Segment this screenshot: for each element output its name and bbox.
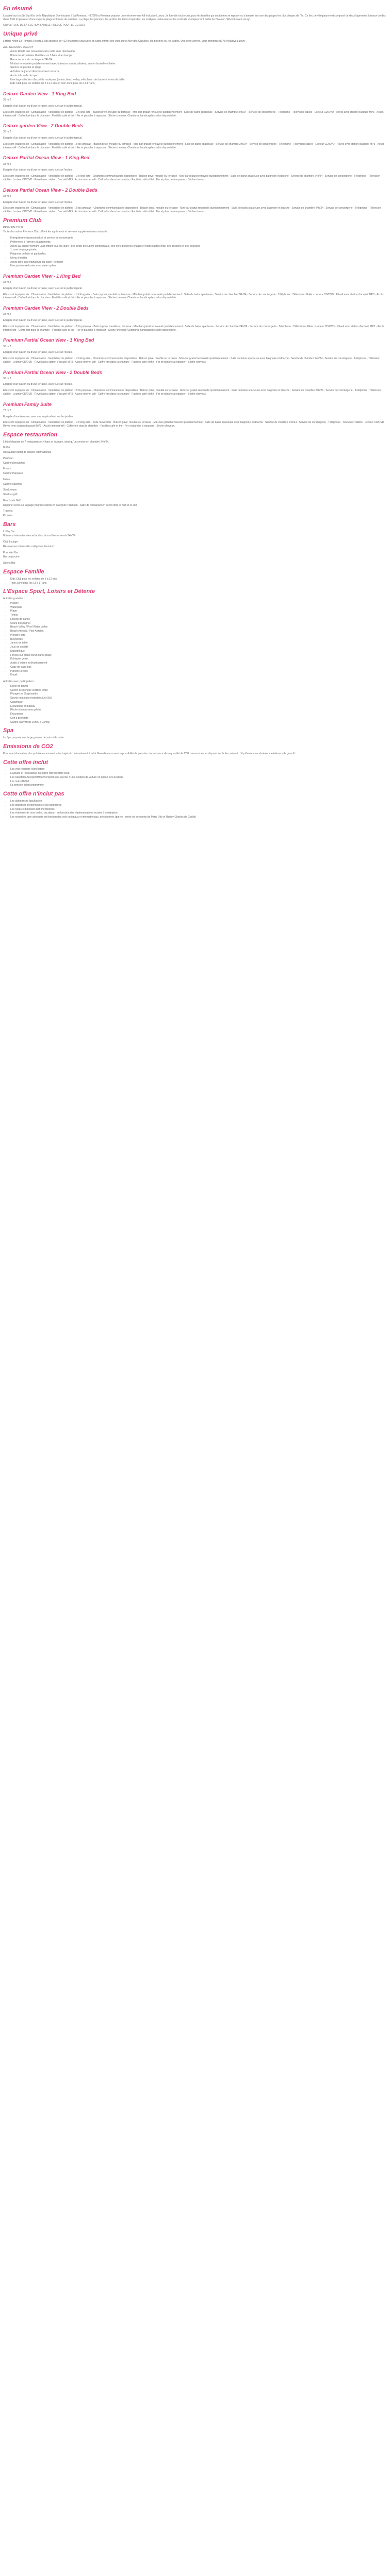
room-block [3,305,388,332]
inclus-title: Cette offre inclut [3,759,48,766]
free-activities-label: Activités gratuites : [3,597,25,601]
list-item: • Une large sélection d'activités nautiques (tennis, beachvolley, vélo, leçon de danse) / tennis de table [10,78,388,82]
restaurant-name: Peruvian [3,456,13,460]
room-description: Equipée d'une terrasse, avec vue surplombant sur les jardins. [3,415,74,418]
list-item: • Les transferts Aéroport/Hôtel/Aéroport seul si prise d'une location de voiture en option lors du devis [10,776,388,779]
room-title: Deluxe Partial Ocean View - 1 King Bed [3,155,90,161]
list-item: • Teen Zone pour les 13 à 17 ans [10,582,388,585]
restaurant-desc: Pizzeria [3,514,12,518]
room-block [3,187,388,214]
list-item: • Les assurances facultatives [10,800,388,803]
bar-name: Club Lounge [3,540,18,544]
room-size: 38 m 2 [3,162,11,166]
room-details: Elles sont équipées de : Climatisation · Ventilateur de plafond · 2 lits jumeaux · Balcon privé, meublé ou terrasse · Mini-bar gratuit renouvelé quotidiennement · Salle de bains spacieuse · Service de chambre 24h/24 · Service de conciergerie · Téléphone · Télévision câblée · Lecteur CD/DVD · Réveil avec station d'accueil MP3 · Accès internet wifi · Coffre-fort dans la chambre · Facilités café et thé · Fer et planche à repasser · Sèche-cheveux. Chambres handicapées selon disponibilité. [3,325,385,332]
list-item: • Une piscine exclusive avec swim up bar [10,264,388,268]
list-item: • Préférence à l'arrivée et agréments [10,241,388,244]
room-size: 38 m 2 [3,345,11,348]
list-item: • Plongée libre [10,634,388,637]
list-item: • Cours d'espagnol [10,622,388,625]
unique-section [3,30,388,86]
bar-desc: Réservé aux clients des catégories Premium [3,545,54,548]
spa-section [3,727,388,740]
list-item: • Beach Aerobic / Pool Aerobic [10,630,388,633]
room-size: 77 m 2 [3,409,11,412]
bar-entry [3,562,388,565]
room-size: 38 m 2 [3,313,11,316]
bar-name: Pool Wet Bar [3,551,19,554]
restaurant-desc: Cuisine italienne [3,482,22,486]
list-item: • Menu d'oreiller [10,257,388,260]
inclus-section [3,759,388,788]
premium-list [3,236,388,268]
room-description: Equipée d'un balcon ou d'une terrasse, avec vue sur l'océan. [3,383,73,386]
room-details: Elles sont équipées de : Climatisation · Ventilateur de plafond · 1 lit king-size · Balcon privé, meublé ou terrasse · Mini-bar gratuit renouvelé quotidiennement · Salle de bains spacieuse · Service de chambre 24h/24 · Service de conciergerie · Téléphone · Télévision câblée · Lecteur CD/DVD · Réveil avec station d'accueil MP3 · Accès internet wifi · Coffre-fort dans la chambre · Facilités café et thé · Fer et planche à repasser · Sèche-cheveux. Chambres handicapées selon disponibilité. [3,293,384,300]
unique-title: Unique privé [3,31,38,38]
list-item: • Beach Volley / Pool Water Volley [10,625,388,629]
co2-text: Pour une information plus précise concernant votre trajet et conformément à la loi Grenelle vous avez la possibilité de prendre connaissance de la quantité de CO2 consommée en cliquant sur le lien suivant : http://www.eco-calculateur.aviation-civile.gouv.fr/ [3,752,296,755]
list-item: • Excursions en bateau [10,705,388,708]
bar-name: Sports Bar [3,562,15,565]
list-item: • Centre de plongée certifiée PADI [10,689,388,692]
all-inclusive-heading: ALL-INCLUSIVE LUXURY [3,45,34,49]
list-item: • Accès à la salle de sport [10,74,388,78]
list-item: • 1 zone de plage privée [10,248,388,252]
room-block [3,273,388,300]
room-description: Equipée d'un balcon ou d'une terrasse, avec vue sur le jardin tropical. [3,105,83,108]
list-item: • Kids Club pour les enfants de 5 à 12 ans [10,578,388,581]
premium-section [3,217,388,268]
list-item: • Cage de base-ball [10,666,388,669]
list-item: • Boissons alcoolisées illimitées sur 3 bars et au lounge [10,54,388,58]
room-description: Equipée d'un balcon ou d'une terrasse, avec vue sur l'océan. [3,168,73,172]
room-details: Elles sont équipées de : Climatisation · Ventilateur de plafond · 1 lit king-size · Chambres communicantes disponibles · Balcon privé, meublé ou terrasse · Mini-bar gratuit renouvelé quotidiennement · Salle de bains spacieuse avec baignoire et douche · Service de chambre 24h/24 · Service de conciergerie · Téléphone · Télévision câblée · Lecteur CD/DVD · Réveil avec station d'accueil MP3 · Accès internet wifi · Coffre-fort dans la chambre · Facilités café et thé · Fer et planche à repasser · Sèche-cheveux. [3,175,380,181]
resume-paragraph: Localisé sur la côte Sud-Est de la République Dominicaine à La Romana, HILTON la Romana propose un environnement All Inclusive Luxury ; le formule tout inclus, pour les familles qui souhaitent se reposer ou s'amuser sur une des plages les plus vierges de l'île. Ce lieu de villégiature est composé de deux logements luxueux bordés d'une forêt tropicale et d'une superbe plage entourée de palmiers. La plage, les piscines, les jardins, les terres tropicales, les multiples restaurants et les cocktails exotiques font partie de l'évasion "All-Inclusive Luxury". [3,14,386,21]
exclus-section [3,790,388,819]
restaurant-name: Italian [3,478,10,481]
list-item: • Échiquier géant [10,657,388,661]
list-item: • Fitness sur grand écran sur la plage [10,654,388,657]
list-item: • Plongée en Scaphandre [10,692,388,696]
restaurant-desc: Steak et grill [3,493,18,497]
room-block [3,369,388,396]
resume-title: En résumé [3,6,32,12]
list-item: • Kayak [10,673,388,677]
rooms-group-2 [3,273,388,428]
list-item: • Planche à voile [10,670,388,673]
document-page [0,0,391,826]
restaurant-name: Trattoria [3,510,13,513]
restaurant-entry [3,446,388,454]
inclus-list [3,768,388,787]
room-details: Elles sont équipées de : Climatisation · Ventilateur de plafond · 2 lits jumeaux · Chambres communicantes disponibles · Balcon privé, meublé ou terrasse · Mini-bar gratuit renouvelé quotidiennement · Salle de bains spacieuse avec baignoire et douche · Service de chambre 24h/24 · Service de conciergerie · Téléphone · Télévision câblée · Lecteur CD/DVD · Réveil avec station d'accueil MP3 · Accès internet wifi · Coffre-fort dans la chambre · Facilités café et thé · Fer et planche à repasser · Sèche-cheveux. [3,389,381,396]
restaurant-name: Buffet [3,446,10,450]
restaurant-desc: Cuisine péruvienne [3,461,25,465]
room-description: Equipée d'un balcon ou d'une terrasse, avec vue sur le jardin tropical. [3,286,83,290]
premium-subtitle: PREMIUM CLUB [3,226,23,229]
list-item: • Les nuits d'hôtel [10,780,388,784]
room-details: Elles sont équipées de : Climatisation · Ventilateur de plafond · 1 lit king-size · Balcon privé, meublé ou terrasse · Mini-bar gratuit renouvelé quotidiennement · Salle de bains spacieuse · Service de chambre 24h/24 · Service de conciergerie · Téléphone · Télévision câblée · Lecteur CD/DVD · Réveil avec station d'accueil MP3 · Accès internet wifi · Coffre-fort dans la chambre · Facilités café et thé · Fer et planche à repasser · Sèche-cheveux. Chambres handicapées selon disponibilité. [3,110,384,117]
bar-desc: Bar de piscine [3,555,20,559]
restauration-intro: L'hôtel dispose de 7 restaurants et 4 bars et lounges, ainsi qu'un service en chambre 24h/24. [3,440,109,444]
premium-intro: Toutes les suites Premium Club offrent les agréments et services supplémentaires suivants : [3,230,109,234]
list-item: • Sports nautiques motorisés (Jet-Ski) [10,697,388,700]
restaurant-entry [3,499,388,507]
bar-entry [3,540,388,549]
room-title: Deluxe Garden View - 1 King Bed [3,91,76,97]
bar-name: Lobby Bar [3,530,15,533]
spa-text: Le Spa propose une large gamme de soins à la carte. [3,736,64,740]
restaurant-desc: Déjeuner servi sur la plage pour les clients en catégorie Premium · Salle de restaurant en accès libre le midi et le soir [3,503,137,507]
room-details: Elles sont équipées de : Climatisation · Ventilateur de plafond · 2 lits jumeaux · Chambres communicantes disponibles · Balcon privé, meublé ou terrasse · Mini-bar gratuit renouvelé quotidiennement · Salle de bains spacieuse avec baignoire et douche · Service de chambre 24h/24 · Service de conciergerie · Téléphone · Télévision câblée · Lecteur CD/DVD · Réveil avec station d'accueil MP3 · Accès internet wifi · Coffre-fort dans la chambre · Facilités café et thé · Fer et planche à repasser · Sèche-cheveux. [3,207,381,213]
list-item: • La pension selon programme [10,784,388,787]
co2-title: Emissions de CO2 [3,743,53,750]
list-item: • Peignoirs de bain et pantoufles [10,252,388,256]
restaurant-name: Steakhouse [3,488,17,492]
list-item: • Les dépenses personnelles et les pourboires [10,804,388,807]
restauration-section [3,431,388,518]
sport-section [3,588,388,724]
restauration-title: Espace restauration [3,431,58,438]
list-item: • Tennis [10,614,388,617]
room-description: Equipée d'un balcon ou d'une terrasse, avec vue sur le jardin tropical. [3,319,83,323]
premium-title: Premium Club [3,217,42,224]
room-title: Deluxe garden View - 2 Double Beds [3,123,84,129]
restaurant-entry [3,457,388,465]
restaurant-name: Beachside Grill [3,499,21,502]
list-item: • Enregistrement personnalisé et service de conciergerie [10,236,388,240]
restaurant-entry [3,478,388,486]
resume-section [3,5,388,27]
list-item: • L'accueil et l'assistance par notre représentant local [10,772,388,775]
list-item: • Audio à thème et divertissement [10,662,388,665]
exclus-list [3,800,388,819]
room-details: Elles sont équipées de : Climatisation · Ventilateur de plafond · 2 lits jumeaux · Balcon privé, meublé ou terrasse · Mini-bar gratuit renouvelé quotidiennement · Salle de bains spacieuse · Service de chambre 24h/24 · Service de conciergerie · Téléphone · Télévision câblée · Lecteur CD/DVD · Réveil avec station d'accueil MP3 · Accès internet wifi · Coffre-fort dans la chambre · Facilités café et thé · Fer et planche à repasser · Sèche-cheveux. Chambres handicapées selon disponibilité. [3,142,385,149]
list-item: • Accès libre aux ordinateurs du salon Premium [10,261,388,264]
list-item: • Plage [10,609,388,613]
room-block [3,91,388,117]
room-block [3,337,388,364]
list-item: • Service de piscine et plage [10,66,388,70]
famille-section [3,568,388,585]
list-item: • Activités de jour et divertissement nocturne [10,70,388,74]
resume-note: OUVERTURE DE LA SECTION FAMILLE PREVUE POUR LE 01/12/19 [3,24,85,27]
bar-entry [3,530,388,538]
list-item: • Pêche et excursions pêche [10,708,388,712]
list-item: • Les repas et boissons non mentionnés [10,808,388,811]
restaurant-entry [3,488,388,497]
list-item: • Discothèque [10,650,388,653]
room-title: Premium Garden View - 2 Double Beds [3,306,89,311]
list-item: • Catamaran [10,701,388,704]
room-block [3,123,388,149]
list-item: • Bicyclettes [10,638,388,641]
list-item: • Jannis de table [10,641,388,645]
list-item: • Kids Club pour les enfants de 5 à 12 ans et Teen Zone pour les 13-17 ans. [10,82,388,86]
all-inclusive-list [3,50,388,86]
list-item: • École de tennis [10,685,388,688]
restaurant-name: French [3,467,11,471]
room-title: Premium Garden View - 1 King Bed [3,274,81,279]
sport-title: L'Espace Sport, Loisirs et Détente [3,588,95,595]
spa-title: Spa [3,727,14,734]
room-size: 38 m 2 [3,377,11,380]
list-item: • Les vols réguliers Aller/Retour [10,768,388,771]
bar-entry [3,551,388,560]
bar-desc: Boissons internationales et locales, vins et bières servis 24h/24 [3,534,76,538]
room-description: Equipée d'un balcon ou d'une terrasse, avec vue sur l'océan. [3,351,73,354]
restaurant-desc: Restaurant buffet de cuisine internationale [3,451,52,454]
room-block [3,155,388,181]
room-block [3,401,388,428]
restaurant-desc: Cuisine française [3,472,23,476]
unique-paragraph: L'Hôtel Hilton La Romana Resort & Spa dispose de 412 chambres luxueuses et suites offrant des vues sur la Mer des Caraïbes, les piscines ou les jardins. Des cette arrivée, vous profiterez du All-Inclusive Luxury : [3,39,247,43]
list-item: • Piscine [10,602,388,605]
list-item: • Jeux de société [10,646,388,649]
list-item: • Leçons de danse [10,618,388,621]
list-item: • Waterpark [10,606,388,609]
rooms-group-1 [3,91,388,214]
list-item: • Golf à proximité [10,717,388,720]
paid-activities-label: Activités avec participation : [3,680,35,684]
room-description: Equipée d'un balcon ou d'une terrasse, avec vue sur l'océan. [3,200,73,204]
paid-activities-list [3,685,388,724]
list-item: • Les évènements hors du lieu du séjour : en fonction des réglementations locales à destination [10,811,388,815]
room-description: Equipée d'un balcon ou d'une terrasse, avec vue sur le jardin tropical. [3,137,83,140]
list-item: • Les nouvelles taxe aéroports en fonction des vols nationaux et internationaux, sélectionnés (par ex : entre les aéroports de Paris-Orly et Roissy-Charles de Gaulle) [10,816,388,819]
famille-list [3,578,388,585]
list-item: • Accès au salon Premium Club offrant tous les jours : des petits-déjeuners continentaux, des hors d'oeuvres chauds et froids l'après-midi, des desserts et des boissons [10,245,388,248]
bars-title: Bars [3,521,16,528]
list-item: • Excursions [10,713,388,716]
co2-section [3,743,388,756]
room-size: 38 m 2 [3,194,11,198]
famille-title: Espace Famille [3,568,44,575]
list-item: • Minibar renouvelé quotidiennement avec boissons non alcoolisées, eau en bouteille et bière [10,62,388,66]
room-size: 38 m 2 [3,98,11,102]
room-details: Elles sont équipées de : Climatisation · Ventilateur de plafond · 1 lit king-size · Sofa convertible · Balcon privé, meublé ou terrasse · Mini-bar gratuit renouvelé quotidiennement · Salle de bains spacieuse avec baignoire et douche · Service de chambre 24h/24 · Service de conciergerie · Téléphone · Télévision câblée · Lecteur CD/DVD · Réveil avec station d'accueil MP3 · Accès internet wifi · Coffre-fort dans la chambre · Facilités café et thé · Fer et planche à repasser · Sèche-cheveux. [3,421,386,428]
exclus-title: Cette offre n'inclut pas [3,791,64,798]
list-item: • Casino (Ouvert de 16h00 à 03h00) [10,721,388,724]
restaurant-entry [3,467,388,476]
free-activities-list [3,602,388,677]
room-title: Deluxe Partial Ocean View - 2 Double Beds [3,187,97,193]
list-item: • Room service et conciergerie 24h/24 [10,58,388,62]
room-title: Premium Family Suite [3,401,52,407]
room-title: Premium Partial Ocean View - 1 King Bed [3,337,94,343]
room-size: 38 m 2 [3,281,11,284]
room-title: Premium Partial Ocean View - 2 Double Beds [3,369,102,375]
room-details: Elles sont équipées de : Climatisation · Ventilateur de plafond · 1 lit king-size · Chambres communicantes disponibles · Balcon privé, meublé ou terrasse · Mini-bar gratuit renouvelé quotidiennement · Salle de bains spacieuse avec baignoire et douche · Service de chambre 24h/24 · Service de conciergerie · Téléphone · Télévision câblée · Lecteur CD/DVD · Réveil avec station d'accueil MP3 · Accès internet wifi · Coffre-fort dans la chambre · Facilités café et thé · Fer et planche à repasser · Sèche-cheveux. [3,357,380,364]
restaurant-entry [3,510,388,518]
room-size: 38 m 2 [3,130,11,134]
bars-section [3,521,388,565]
list-item: • Accès illimité aux restaurants à la carte sans réservation [10,50,388,54]
